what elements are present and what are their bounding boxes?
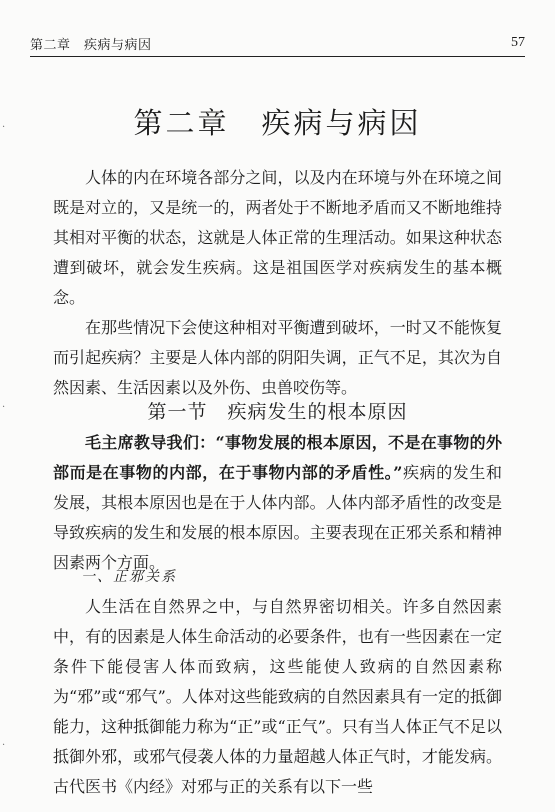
scan-margin-mark: · bbox=[2, 122, 6, 133]
mao-quote: 毛主席教导我们：“事物发展的根本原因，不是在事物的外部而是在事物的内部，在于事物内部的矛盾性。” bbox=[53, 433, 502, 482]
intro-paragraph-1: 人体的内在环境各部分之间，以及内在环境与外在环境之间既是对立的，又是统一的，两者处于不断地矛盾而又不断地维持其相对平衡的状态，这就是人体正常的生理活动。如果这种状态遭到破坏，就会发生疾病。这是祖国医学对疾病发生的基本概念。 bbox=[53, 168, 502, 307]
section-title: 第一节 疾病发生的根本原因 bbox=[147, 401, 408, 423]
chapter-title: 第二章 疾病与病因 bbox=[133, 106, 422, 140]
running-header-chapter: 第二章 疾病与病因 bbox=[30, 37, 152, 53]
running-header bbox=[30, 30, 525, 57]
intro-paragraph-2: 在那些情况下会使这种相对平衡遭到破坏，一时又不能恢复而引起疾病？主要是人体内部的阴阳失调，正气不足，其次为自然因素、生活因素以及外伤、虫兽咬伤等。 bbox=[53, 318, 502, 397]
subsection-text bbox=[53, 592, 502, 802]
intro-text bbox=[53, 163, 502, 403]
section-paragraph bbox=[53, 428, 502, 578]
subsection-title: 一、正邪关系 bbox=[81, 569, 177, 585]
scan-margin-mark: · bbox=[2, 740, 6, 751]
section-text bbox=[53, 428, 502, 578]
subsection-paragraph: 人生活在自然界之中，与自然界密切相关。许多自然因素中，有的因素是人体生命活动的必要条件，也有一些因素在一定条件下能侵害人体而致病，这些能使人致病的自然因素称为“邪”或“邪气”。人体对这些能致病的自然因素具有一定的抵御能力，这种抵御能力称为“正”或“正气”。只有当人体正气不足以抵御外邪，或邪气侵袭人体的力量超越人体正气时，才能发病。古代医书《内经》对邪与正的关系有以下一些 bbox=[53, 597, 502, 796]
section-paragraph-rest: 疾病的发生和发展，其根本原因也是在于人体内部。人体内部矛盾性的改变是导致疾病的发生和发展的根本原因。主要表现在正邪关系和精神因素两个方面。 bbox=[53, 463, 502, 572]
page-number: 57 bbox=[511, 35, 525, 50]
scan-margin-mark: · bbox=[2, 402, 6, 413]
